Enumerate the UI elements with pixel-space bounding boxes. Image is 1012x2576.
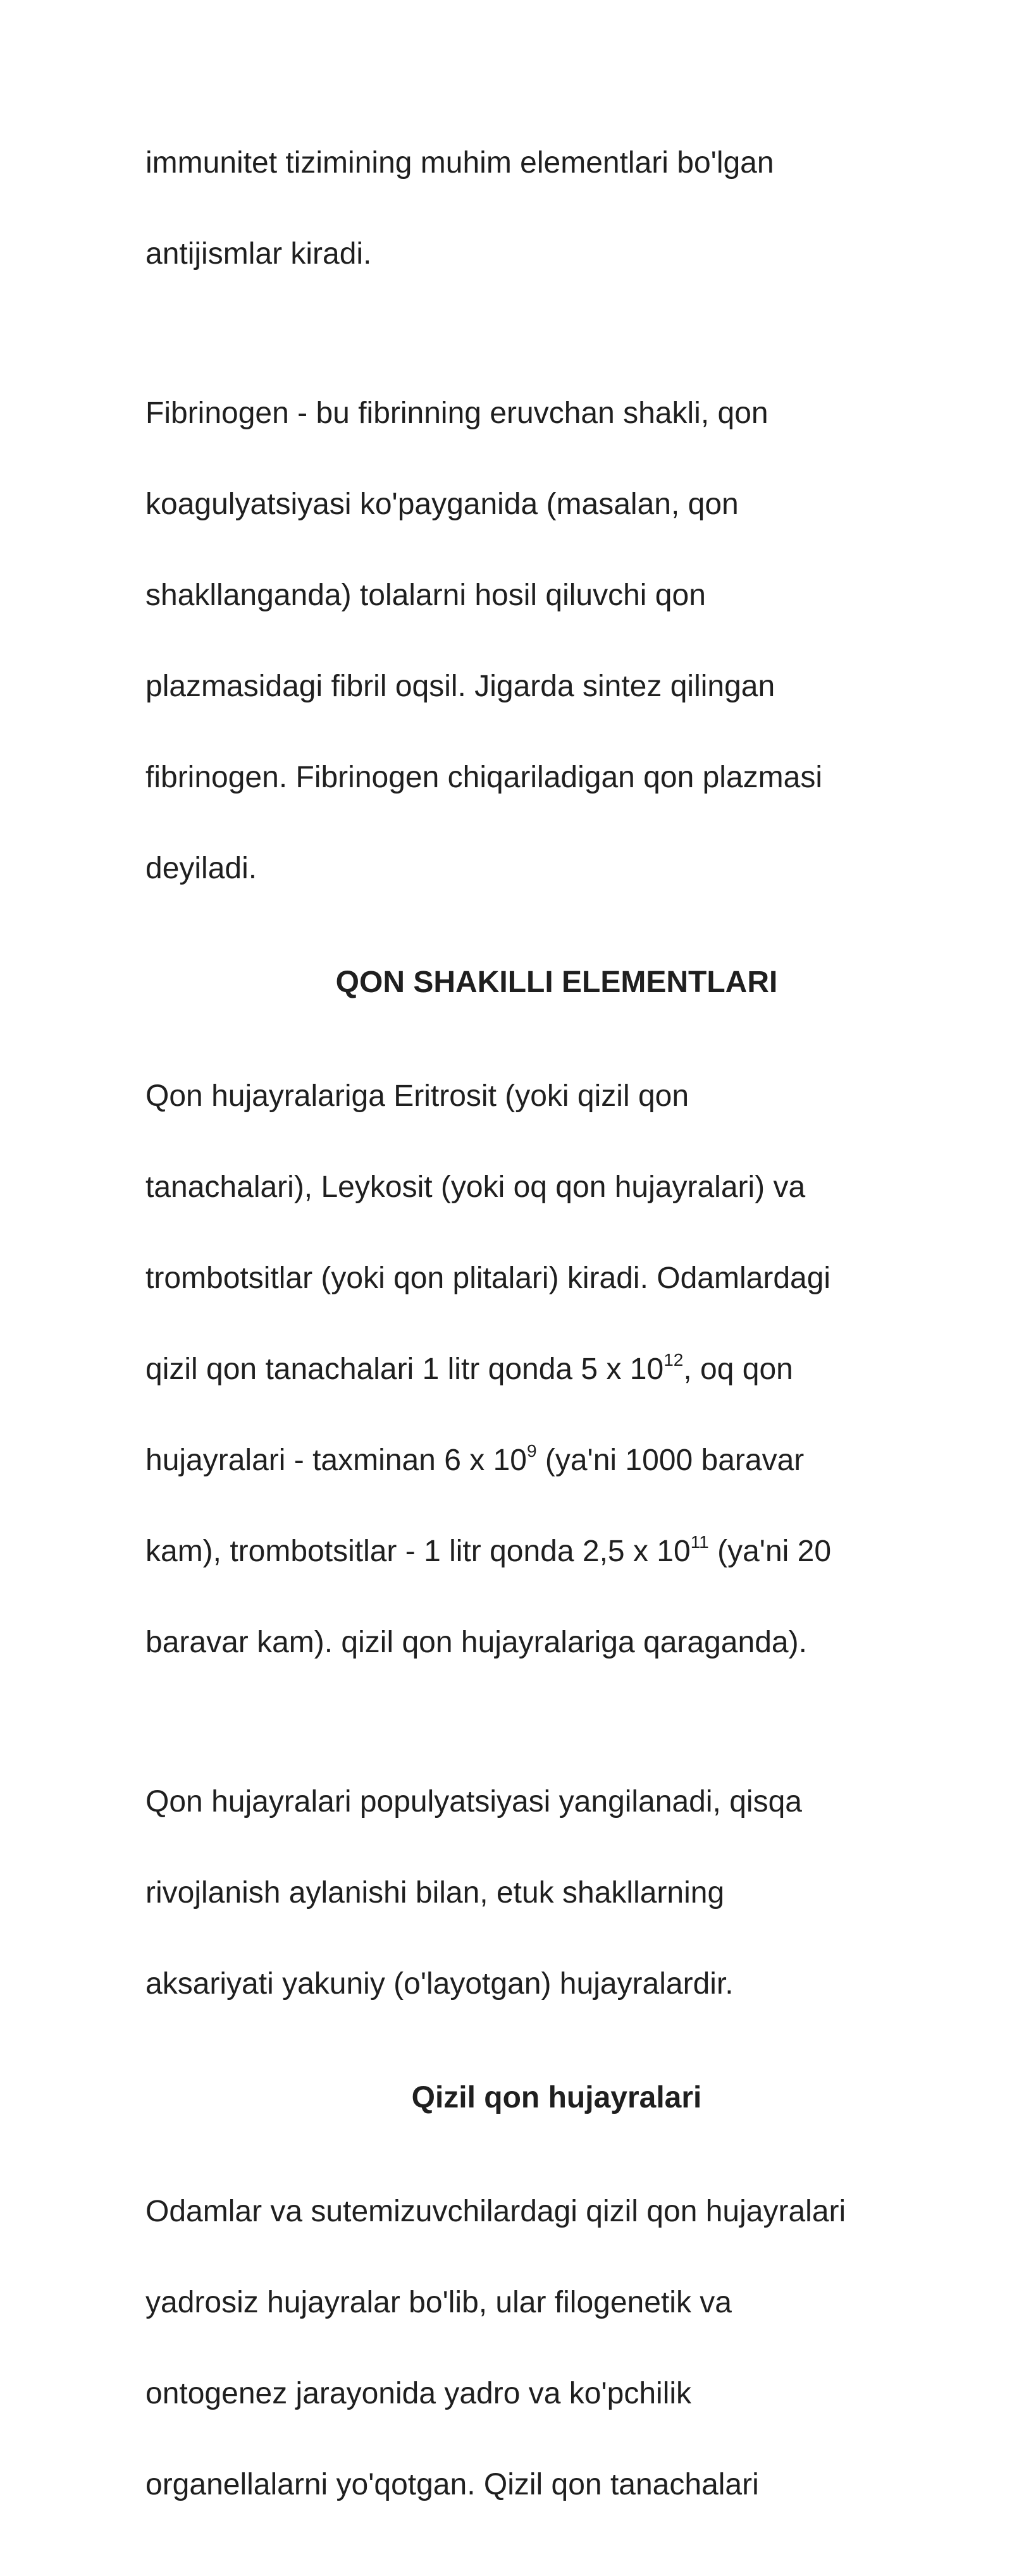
superscript-exponent: 11 xyxy=(690,1532,709,1552)
text-segment: (ya'ni 20 xyxy=(708,1535,832,1568)
text-line: Odamlar va sutemizuvchilardagi qizil qon hujayralari xyxy=(145,2195,846,2228)
text-line: antijismlar kiradi. xyxy=(145,237,372,271)
text-line xyxy=(145,1347,968,1392)
document-page xyxy=(145,95,968,2576)
text-line: deyiladi. xyxy=(145,852,257,885)
text-line: aksariyati yakuniy (o'layotgan) hujayralardir. xyxy=(145,1967,734,2001)
superscript-exponent: 12 xyxy=(663,1350,684,1370)
text-line: yadrosiz hujayralar bo'lib, ular filogenetik va xyxy=(145,2286,732,2319)
text-line: koagulyatsiyasi ko'payganida (masalan, qon xyxy=(145,488,739,521)
text-line: shakllanganda) tolalarni hosil qiluvchi qon xyxy=(145,579,706,612)
paragraph-antibodies xyxy=(145,95,968,322)
text-line: immunitet tizimining muhim elementlari bo'lgan xyxy=(145,146,774,180)
text-segment: (ya'ni 1000 baravar xyxy=(536,1444,805,1477)
section-heading-red-blood-cells: Qizil qon hujayralari xyxy=(411,2081,702,2114)
text-line: fibrinogen. Fibrinogen chiqariladigan qon plazmasi xyxy=(145,761,822,794)
superscript-exponent: 9 xyxy=(526,1441,537,1461)
text-line: organellalarni yo'qotgan. Qizil qon tanachalari xyxy=(145,2468,759,2501)
text-segment: qizil qon tanachalari 1 litr qonda 5 x 10 xyxy=(145,1352,664,1386)
text-line: tanachalari), Leykosit (yoki oq qon hujayralari) va xyxy=(145,1170,806,1204)
text-line: rivojlanish aylanishi bilan, etuk shakllarning xyxy=(145,1876,725,1910)
text-line: Fibrinogen - bu fibrinning eruvchan shakli, qon xyxy=(145,396,768,430)
text-segment: , oq qon xyxy=(683,1352,793,1386)
text-line: Qon hujayralari populyatsiyasi yangilanadi, qisqa xyxy=(145,1785,802,1819)
text-line: ontogenez jarayonida yadro va ko'pchilik xyxy=(145,2377,692,2410)
paragraph-cell-population xyxy=(145,1734,968,2052)
text-line xyxy=(145,1438,968,1483)
paragraph-fibrinogen xyxy=(145,345,968,937)
text-line: plazmasidagi fibril oqsil. Jigarda sintez qilingan xyxy=(145,670,775,703)
paragraph-red-blood-cells xyxy=(145,2144,968,2553)
section-heading-blood-elements: QON SHAKILLI ELEMENTLARI xyxy=(335,966,778,999)
text-line: Qon hujayralariga Eritrosit (yoki qizil qon xyxy=(145,1079,689,1113)
text-segment: kam), trombotsitlar - 1 litr qonda 2,5 x 10 xyxy=(145,1535,691,1568)
text-segment: hujayralari - taxminan 6 x 10 xyxy=(145,1444,527,1477)
text-line: baravar kam). qizil qon hujayralariga qaraganda). xyxy=(145,1626,807,1659)
paragraph-blood-cells xyxy=(145,1028,968,1711)
text-line xyxy=(145,1529,968,1574)
text-line: trombotsitlar (yoki qon plitalari) kiradi. Odamlardagi xyxy=(145,1261,831,1295)
